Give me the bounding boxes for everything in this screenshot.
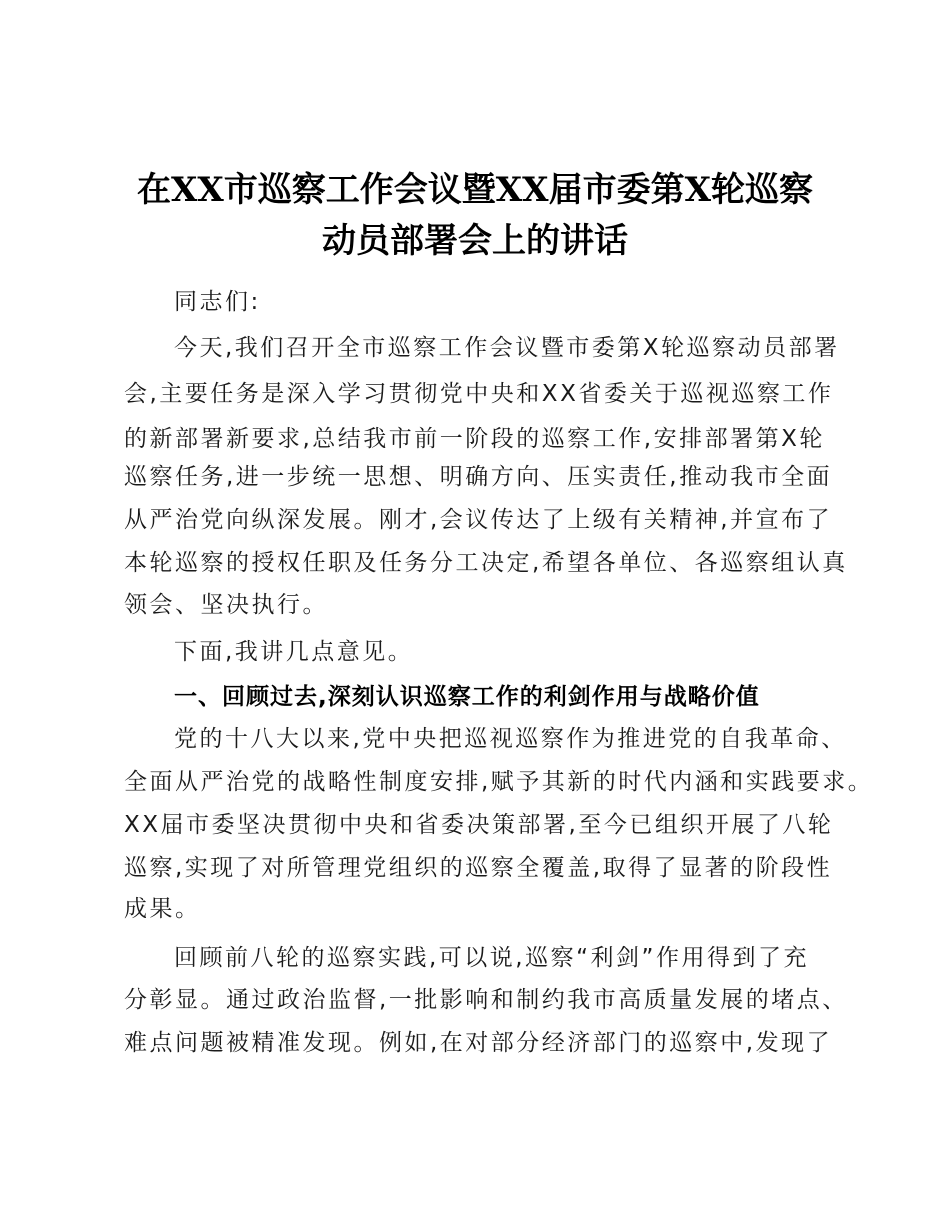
paragraph-3-line: 成果。	[124, 896, 201, 922]
paragraph-4-line: 分彰显。通过政治监督,一批影响和制约我市高质量发展的堵点、	[124, 987, 848, 1013]
paragraph-1-line: 今天,我们召开全市巡察工作会议暨市委第X轮巡察动员部署	[174, 335, 840, 361]
paragraph-1-line: 会,主要任务是深入学习贯彻党中央和XX省委关于巡视巡察工作	[124, 381, 834, 407]
paragraph-1-line: 巡察任务,进一步统一思想、明确方向、压实责任,推动我市全面	[124, 464, 833, 490]
paragraph-3-line: 全面从严治党的战略性制度安排,赋予其新的时代内涵和实践要求。	[124, 769, 874, 795]
section-1-heading: 一、回顾过去,深刻认识巡察工作的利剑作用与战略价值	[174, 684, 760, 710]
document-title-line-2: 动员部署会上的讲话	[322, 221, 628, 261]
document-title-line-1: 在XX市巡察工作会议暨XX届市委第X轮巡察	[137, 170, 813, 210]
paragraph-4-line: 难点问题被精准发现。例如,在对部分经济部门的巡察中,发现了	[124, 1030, 833, 1056]
paragraph-2: 下面,我讲几点意见。	[174, 639, 414, 665]
paragraph-3-line: XX届市委坚决贯彻中央和省委决策部署,至今已组织开展了八轮	[124, 812, 834, 838]
paragraph-4-line: 回顾前八轮的巡察实践,可以说,巡察“利剑”作用得到了充	[174, 945, 809, 971]
paragraph-3-line: 党的十八大以来,党中央把巡视巡察作为推进党的自我革命、	[174, 726, 847, 752]
paragraph-1-line: 的新部署新要求,总结我市前一阶段的巡察工作,安排部署第X轮	[124, 426, 825, 452]
salutation: 同志们:	[174, 289, 261, 315]
paragraph-1-line: 领会、坚决执行。	[124, 592, 328, 618]
paragraph-1-line: 本轮巡察的授权任职及任务分工决定,希望各单位、各巡察组认真	[124, 550, 848, 576]
paragraph-3-line: 巡察,实现了对所管理党组织的巡察全覆盖,取得了显著的阶段性	[124, 855, 833, 881]
paragraph-1-line: 从严治党向纵深发展。刚才,会议传达了上级有关精神,并宣布了	[124, 507, 833, 533]
